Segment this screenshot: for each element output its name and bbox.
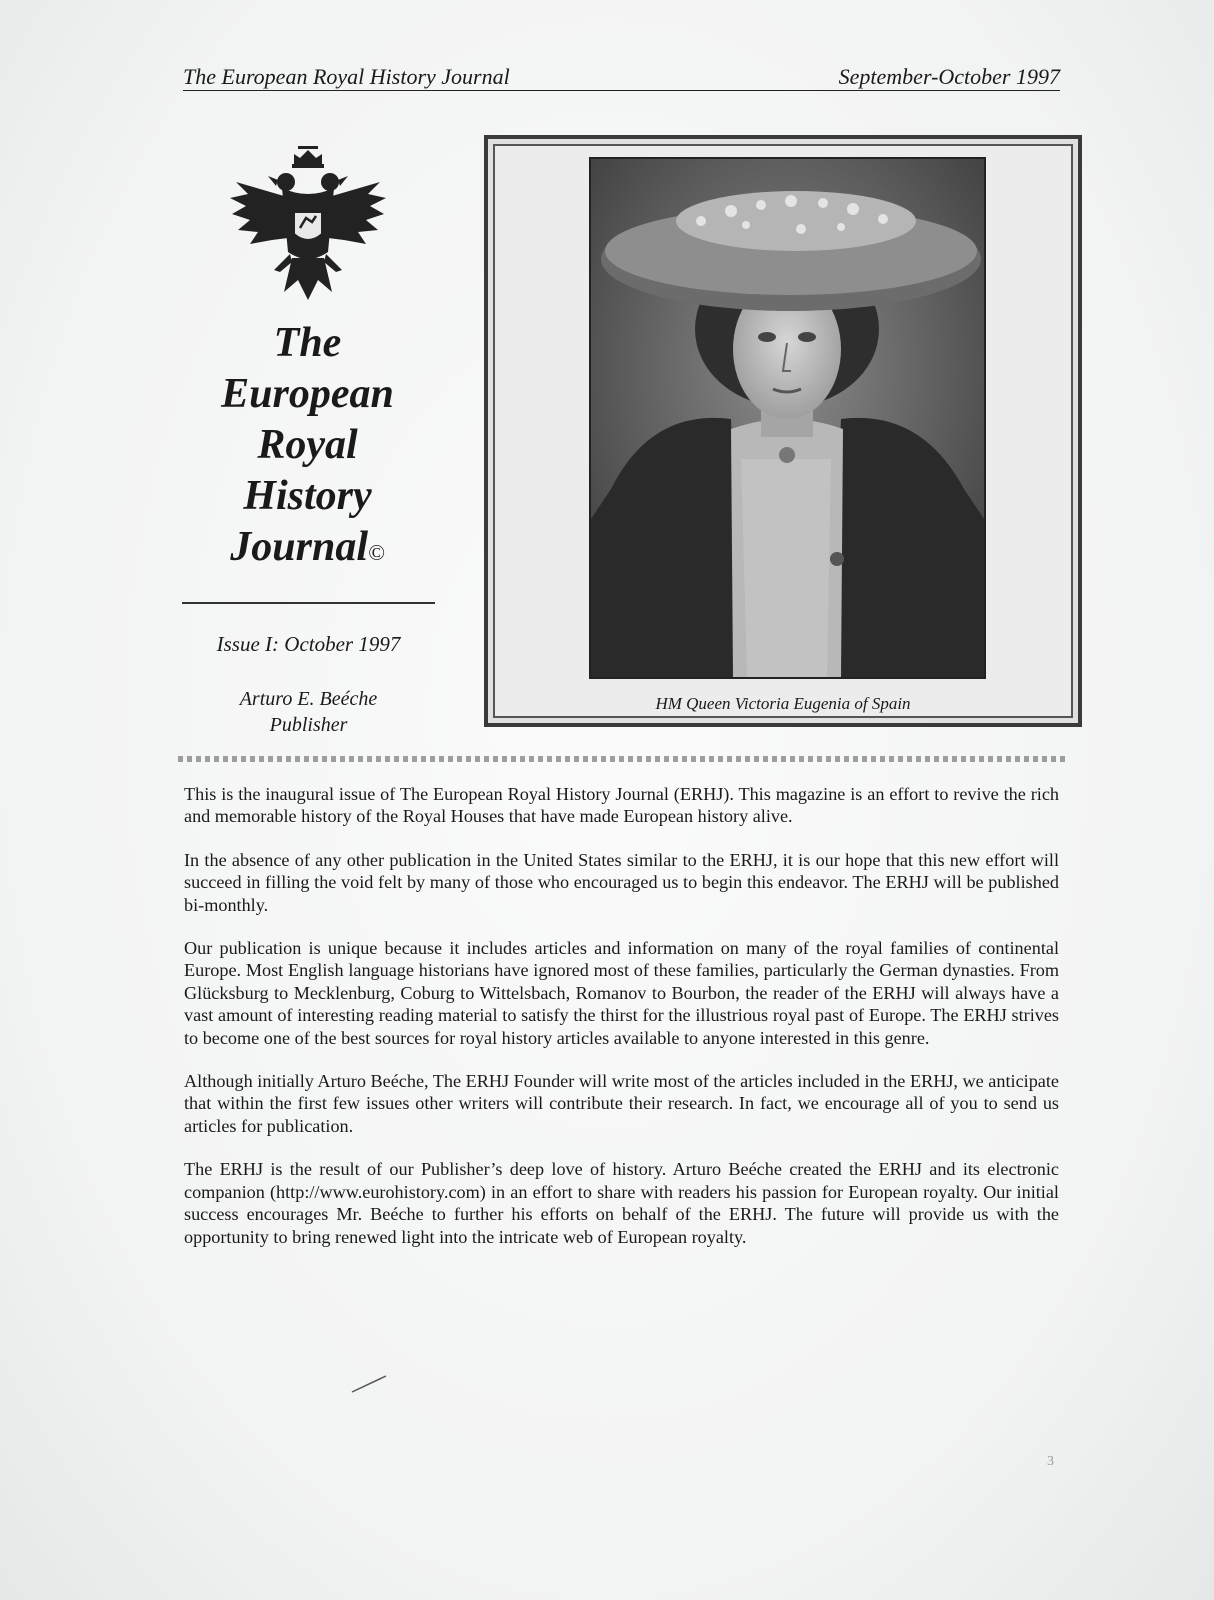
body-paragraph: The ERHJ is the result of our Publisher’s deep love of history. Arturo Beéche created the ERHJ and its electronic companion (http://www.eurohistory.com) in an effort to share with readers his passion for European royalty. Our initial success encourages Mr. Beéche to further his efforts on behalf of the ERHJ. The future will provide us with the opportunity to bring renewed light into the intricate web of European royalty. xyxy=(184,1159,1059,1247)
issue-label: Issue I: October 1997 xyxy=(216,632,401,656)
double-headed-eagle-emblem xyxy=(228,142,388,312)
masthead-line-last xyxy=(180,522,435,578)
masthead-line: Journal xyxy=(230,524,368,570)
portrait-caption: HM Queen Victoria Eugenia of Spain xyxy=(655,694,911,713)
section-divider xyxy=(178,756,1068,762)
masthead-line: The xyxy=(273,320,342,366)
body-paragraph: Although initially Arturo Beéche, The ERHJ Founder will write most of the articles included in the ERHJ, we anticipate that within the first few issues other writers will contribute their research. In fact, we encourage all of you to send us articles for publication. xyxy=(184,1071,1059,1136)
header-journal-title: The European Royal History Journal xyxy=(183,64,510,89)
portrait-photo xyxy=(589,157,986,679)
body-paragraph: Our publication is unique because it includes articles and information on many of the royal families of continental Europe. Most English language historians have ignored most of these families, particularly the German dynasties. From Glücksburg to Mecklenburg, Coburg to Wittelsbach, Romanov to Bourbon, the reader of the ERHJ will always have a vast amount of interesting reading material to satisfy the thirst for the illustrious royal past of Europe. The ERHJ strives to become one of the best sources for royal history articles available to anyone interested in this genre. xyxy=(184,938,1059,1048)
masthead-line: History xyxy=(243,473,372,519)
body-paragraph: This is the inaugural issue of The European Royal History Journal (ERHJ). This magazine is an effort to revive the rich and memorable history of the Royal Houses that have made European history alive. xyxy=(184,784,1059,827)
publisher-role: Publisher xyxy=(269,714,348,736)
body-paragraph: In the absence of any other publication in the United States similar to the ERHJ, it is our hope that this new effort will succeed in filling the void felt by many of those who encouraged us to begin this endeavor. The ERHJ will be published bi-monthly. xyxy=(184,849,1059,915)
editorial-body xyxy=(184,783,1059,1269)
publisher-name: Arturo E. Beéche xyxy=(239,688,378,710)
masthead-line: Royal xyxy=(257,422,358,468)
page-number: 3 xyxy=(1047,1454,1054,1469)
portrait-illustration xyxy=(591,159,984,677)
masthead-rule xyxy=(182,602,435,604)
header-issue-date: September-October 1997 xyxy=(838,64,1060,89)
copyright-symbol: © xyxy=(368,540,385,565)
running-header xyxy=(183,64,1060,91)
pen-mark xyxy=(350,1372,390,1394)
publisher-credit xyxy=(182,686,435,738)
journal-masthead xyxy=(180,318,435,578)
portrait-frame xyxy=(484,135,1082,727)
masthead-line: European xyxy=(221,371,394,417)
